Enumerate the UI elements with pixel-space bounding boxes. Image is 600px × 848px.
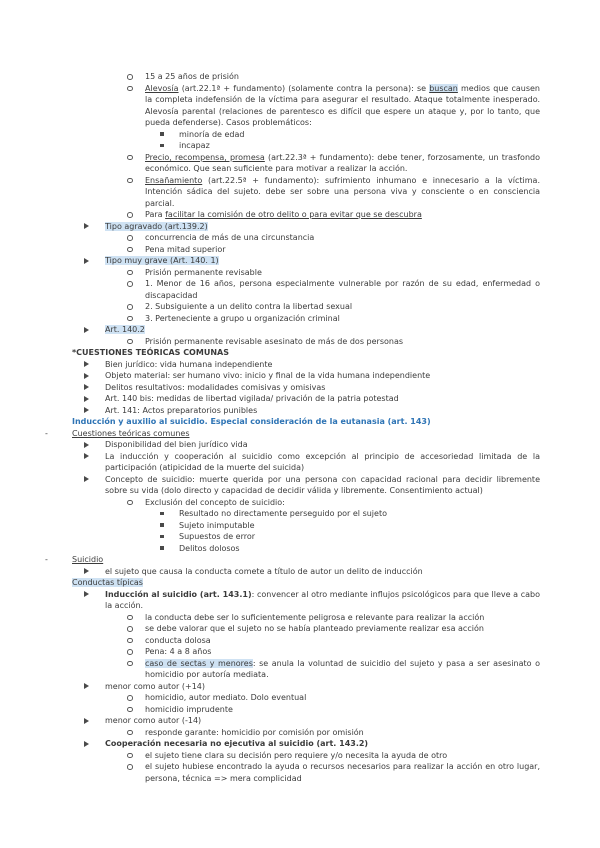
text-run: buscan bbox=[429, 83, 458, 93]
text-run: 1. Menor de 16 años, persona especialmente vulnerable por razón de su edad, enfermedad o discapacidad bbox=[145, 279, 540, 300]
circle-bullet-icon bbox=[127, 615, 133, 621]
text-run: menor como autor (+14) bbox=[105, 681, 205, 691]
circle-bullet-icon bbox=[127, 235, 133, 241]
list-item bbox=[0, 646, 540, 658]
list-item bbox=[0, 658, 540, 681]
text-run: (art.22.1ª + fundamento) (solamente contra la persona): se bbox=[178, 83, 430, 93]
list-item bbox=[0, 336, 540, 348]
text-run: concurrencia de más de una circunstancia bbox=[145, 233, 315, 242]
square-bullet-icon bbox=[160, 144, 164, 148]
section-heading-eutanasia bbox=[0, 416, 540, 428]
text-run: caso de sectas y menores bbox=[145, 658, 253, 668]
arrow-bullet-icon bbox=[84, 384, 89, 390]
text-run: Ensañamiento bbox=[145, 175, 203, 185]
list-item bbox=[0, 635, 540, 647]
text-run: Para bbox=[145, 210, 166, 219]
circle-bullet-icon bbox=[127, 730, 133, 736]
list-item bbox=[0, 152, 540, 175]
list-item bbox=[0, 612, 540, 624]
circle-bullet-icon bbox=[127, 155, 133, 161]
circle-bullet-icon bbox=[127, 649, 133, 655]
text-run: menor como autor (-14) bbox=[105, 716, 202, 725]
text-run: Bien jurídico: vida humana independiente bbox=[105, 359, 273, 369]
list-item bbox=[0, 301, 540, 313]
text-run: Art. 141: Actos preparatorios punibles bbox=[105, 405, 258, 415]
text-run: 2. Subsiguiente a un delito contra la libertad sexual bbox=[145, 302, 353, 311]
text-run: 3. Perteneciente a grupo u organización criminal bbox=[145, 313, 340, 323]
circle-bullet-icon bbox=[127, 753, 133, 759]
text-run: Conductas típicas bbox=[72, 578, 143, 587]
list-item bbox=[0, 692, 540, 704]
list-item bbox=[0, 140, 540, 152]
text-run: se debe valorar que el sujeto no se había planteado previamente realizar esa acción bbox=[145, 624, 484, 633]
list-item bbox=[0, 623, 540, 635]
arrow-bullet-icon bbox=[84, 718, 89, 724]
arrow-bullet-icon bbox=[84, 407, 89, 413]
list-item bbox=[0, 370, 540, 382]
list-item bbox=[0, 738, 540, 750]
arrow-bullet-icon bbox=[84, 361, 89, 367]
text-run: Inducción al suicidio (art. 143.1) bbox=[105, 589, 252, 599]
text-run: Resultado no directamente perseguido por el sujeto bbox=[179, 509, 387, 518]
text-run: Art. 140.2 bbox=[105, 325, 145, 334]
text-run: Delitos resultativos: modalidades comisivas y omisivas bbox=[105, 382, 326, 392]
list-item bbox=[0, 531, 540, 543]
square-bullet-icon bbox=[160, 546, 164, 550]
list-item bbox=[0, 175, 540, 210]
section-header-cuestiones-teoricas bbox=[0, 347, 540, 359]
text-run: Suicidio bbox=[72, 555, 104, 564]
list-item bbox=[0, 704, 540, 716]
circle-bullet-icon bbox=[127, 339, 133, 345]
text-run: la conducta debe ser lo suficientemente peligrosa e relevante para realizar la acción bbox=[145, 612, 485, 622]
text-run: Alevosía bbox=[145, 83, 179, 93]
text-run: facilitar la comisión de otro delito o para evitar que se descubra bbox=[165, 210, 422, 219]
text-run: Disponibilidad del bien jurídico vida bbox=[105, 440, 248, 449]
square-bullet-icon bbox=[160, 523, 164, 527]
arrow-bullet-icon bbox=[84, 223, 89, 229]
list-item bbox=[0, 566, 540, 578]
circle-bullet-icon bbox=[127, 500, 133, 506]
text-run: Tipo muy grave (Art. 140. 1) bbox=[105, 256, 219, 265]
circle-bullet-icon bbox=[127, 707, 133, 713]
item-tipo-muy-grave bbox=[0, 255, 540, 267]
list-item bbox=[0, 451, 540, 474]
list-item bbox=[0, 508, 540, 520]
list-item bbox=[0, 727, 540, 739]
circle-bullet-icon bbox=[127, 86, 133, 92]
arrow-bullet-icon bbox=[84, 568, 89, 574]
item-art-140-2 bbox=[0, 324, 540, 336]
text-run: Inducción y auxilio al suicidio. Especial consideración de la eutanasia (art. 143) bbox=[72, 417, 431, 426]
arrow-bullet-icon bbox=[84, 476, 89, 482]
text-run: Sujeto inimputable bbox=[179, 520, 255, 530]
text-run: medios que causen la completa indefensión de la víctima para asegurar el resultado. Ataque totalmente inesperado. Alevosía parental (relaciones de parentesco es difícil que espere un ataque y, por lo tanto, que pueda defenderse). Casos problemáticos: bbox=[145, 83, 540, 127]
list-item bbox=[0, 313, 540, 325]
list-item bbox=[0, 681, 540, 693]
circle-bullet-icon bbox=[127, 178, 133, 184]
circle-bullet-icon bbox=[127, 247, 133, 253]
list-item bbox=[0, 209, 540, 221]
text-run: Prisión permanente revisable bbox=[145, 267, 262, 277]
list-item bbox=[0, 497, 540, 509]
circle-bullet-icon bbox=[127, 212, 133, 218]
text-run: (art.22.3ª + fundamento): debe tener, forzosamente, un trasfondo económico. Que sean suficiente para motivar a realizar la acción. bbox=[145, 152, 540, 173]
circle-bullet-icon bbox=[127, 661, 133, 667]
square-bullet-icon bbox=[160, 132, 164, 136]
text-run: Cuestiones teóricas comunes bbox=[72, 428, 190, 438]
circle-bullet-icon bbox=[127, 764, 133, 770]
item-tipo-agravado bbox=[0, 221, 540, 233]
text-run: La inducción y cooperación al suicidio como excepción al principio de accesoriedad limitada de la participación (atipicidad de la muerte del suicida) bbox=[105, 451, 540, 472]
text-run: responde garante: homicidio por comisión por omisión bbox=[145, 727, 364, 737]
text-run: Objeto material: ser humano vivo: inicio y final de la vida humana independiente bbox=[105, 371, 431, 380]
text-run: Pena: 4 a 8 años bbox=[145, 647, 212, 656]
text-run: Cooperación necesaria no ejecutiva al suicidio (art. 143.2) bbox=[105, 739, 369, 748]
text-run: 15 a 25 años de prisión bbox=[145, 72, 239, 81]
text-run: Tipo agravado (art.139.2) bbox=[105, 221, 208, 231]
text-run: incapaz bbox=[179, 141, 210, 150]
circle-bullet-icon bbox=[127, 270, 133, 276]
list-item bbox=[0, 543, 540, 555]
text-run: homicidio imprudente bbox=[145, 704, 233, 714]
square-bullet-icon bbox=[160, 512, 164, 516]
circle-bullet-icon bbox=[127, 695, 133, 701]
list-item bbox=[0, 428, 540, 440]
text-run: Precio, recompensa, promesa bbox=[145, 152, 265, 162]
circle-bullet-icon bbox=[127, 638, 133, 644]
dash-bullet-icon: - bbox=[45, 555, 48, 564]
arrow-bullet-icon bbox=[84, 396, 89, 402]
list-item bbox=[0, 474, 540, 497]
text-run: conducta dolosa bbox=[145, 635, 211, 645]
list-item bbox=[0, 405, 540, 417]
text-run: el sujeto tiene clara su decisión pero requiere y/o necesita la ayuda de otro bbox=[145, 750, 448, 760]
arrow-bullet-icon bbox=[84, 683, 89, 689]
arrow-bullet-icon bbox=[84, 327, 89, 333]
arrow-bullet-icon bbox=[84, 373, 89, 379]
text-run: Prisión permanente revisable asesinato de más de dos personas bbox=[145, 336, 404, 346]
text-run: Concepto de suicidio: muerte querida por una persona con capacidad racional para decidir libremente sobre su vida (dolo directo y capacidad de decidir válida y libremente. Consentimiento actual) bbox=[105, 474, 540, 495]
text-run: *CUESTIONES TEÓRICAS COMUNAS bbox=[72, 348, 229, 357]
list-item bbox=[0, 393, 540, 405]
list-item bbox=[0, 589, 540, 612]
list-item bbox=[0, 129, 540, 141]
text-run: (art.22.5ª + fundamento): sufrimiento inhumano e innecesario a la víctima. Intención sádica del sujeto. debe ser sobre una persona viva y consciente o en consciencia parcial. bbox=[145, 175, 540, 208]
arrow-bullet-icon bbox=[84, 591, 89, 597]
text-run: Supuestos de error bbox=[179, 532, 256, 541]
text-run: Pena mitad superior bbox=[145, 244, 226, 254]
list-item bbox=[0, 83, 540, 129]
circle-bullet-icon bbox=[127, 74, 133, 80]
list-item bbox=[0, 71, 540, 83]
list-item bbox=[0, 554, 540, 566]
arrow-bullet-icon bbox=[84, 258, 89, 264]
circle-bullet-icon bbox=[127, 316, 133, 322]
text-run: : se anula la voluntad de suicidio del sujeto y pasa a ser asesinato o homicidio por autoría mediata. bbox=[145, 658, 540, 679]
text-run: Art. 140 bis: medidas de libertad vigilada/ privación de la patria potestad bbox=[105, 394, 399, 403]
circle-bullet-icon bbox=[127, 304, 133, 310]
text-run: Exclusión del concepto de suicidio: bbox=[145, 497, 285, 507]
text-run: el sujeto que causa la conducta comete a título de autor un delito de inducción bbox=[105, 566, 423, 576]
circle-bullet-icon bbox=[127, 281, 133, 287]
list-item bbox=[0, 382, 540, 394]
text-run: Delitos dolosos bbox=[179, 543, 240, 553]
list-item bbox=[0, 439, 540, 451]
text-run: el sujeto hubiese encontrado la ayuda o recursos necesarios para realizar la acción en otro lugar, persona, técnica => mera complicidad bbox=[145, 762, 540, 783]
list-item bbox=[0, 750, 540, 762]
list-item bbox=[0, 267, 540, 279]
list-item bbox=[0, 359, 540, 371]
text-run: minoría de edad bbox=[179, 129, 245, 139]
dash-bullet-icon: - bbox=[45, 428, 48, 438]
list-item bbox=[0, 715, 540, 727]
item-conductas-tipicas bbox=[0, 577, 540, 589]
arrow-bullet-icon bbox=[84, 453, 89, 459]
arrow-bullet-icon bbox=[84, 442, 89, 448]
list-item bbox=[0, 244, 540, 256]
list-item bbox=[0, 761, 540, 784]
list-item bbox=[0, 278, 540, 301]
text-run: : convencer al otro mediante influjos psicológicos para que lleve a cabo la acción. bbox=[105, 589, 540, 610]
square-bullet-icon bbox=[160, 535, 164, 539]
list-item bbox=[0, 232, 540, 244]
text-run: homicidio, autor mediato. Dolo eventual bbox=[145, 693, 307, 702]
list-item bbox=[0, 520, 540, 532]
circle-bullet-icon bbox=[127, 626, 133, 632]
arrow-bullet-icon bbox=[84, 741, 89, 747]
